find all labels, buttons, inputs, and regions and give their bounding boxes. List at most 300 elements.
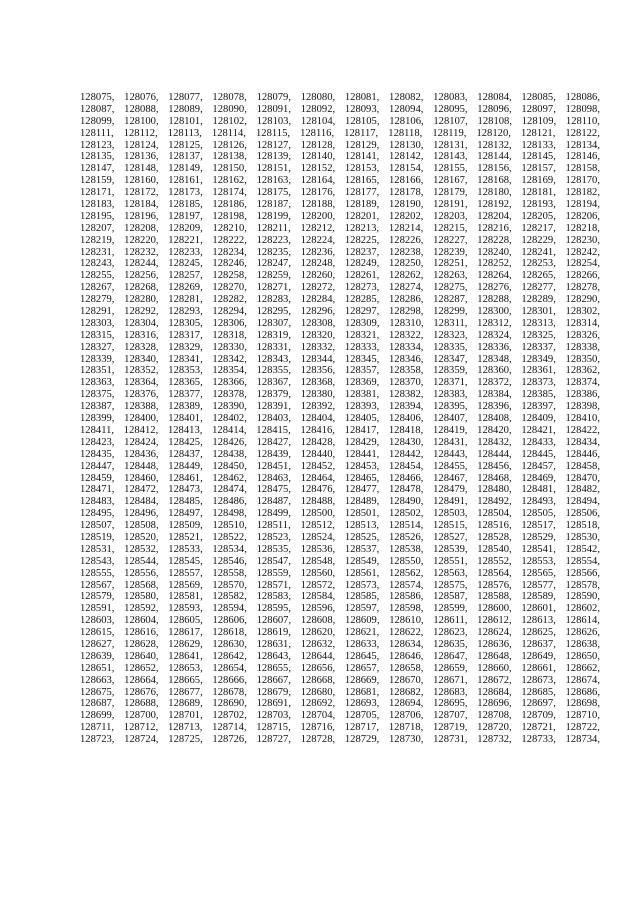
number-entry: 128615, [80, 627, 115, 639]
number-entry: 128492, [477, 496, 512, 508]
number-entry: 128321, [344, 329, 380, 341]
number-entry: 128226, [388, 234, 424, 246]
number-entry: 128722, [565, 722, 600, 734]
number-entry: 128616, [124, 627, 159, 639]
number-entry: 128682, [388, 686, 424, 698]
number-entry: 128120, [476, 127, 511, 139]
number-entry: 128330, [212, 341, 247, 353]
number-entry: 128396, [477, 401, 512, 413]
number-entry: 128449, [168, 460, 203, 472]
number-line [80, 603, 600, 615]
number-entry: 128180, [477, 187, 512, 199]
number-entry: 128653, [168, 662, 203, 674]
number-entry: 128378, [212, 389, 247, 401]
number-line [80, 651, 600, 663]
number-entry: 128272, [300, 282, 336, 294]
number-entry: 128257, [168, 270, 203, 282]
number-entry: 128635, [433, 638, 468, 650]
number-entry: 128670, [388, 674, 424, 686]
number-entry: 128100, [124, 115, 159, 127]
number-entry: 128211, [256, 222, 291, 234]
number-entry: 128221, [168, 234, 203, 246]
number-entry: 128361, [521, 365, 556, 377]
number-entry: 128728, [300, 734, 336, 746]
number-entry: 128677, [168, 686, 203, 698]
number-entry: 128138, [212, 151, 247, 163]
number-entry: 128236, [300, 246, 336, 258]
number-entry: 128657, [344, 662, 380, 674]
number-entry: 128283, [256, 294, 291, 306]
number-entry: 128467, [433, 472, 468, 484]
number-entry: 128142, [388, 151, 424, 163]
number-entry: 128188, [300, 199, 336, 211]
number-entry: 128203, [433, 210, 468, 222]
number-line [80, 377, 600, 389]
number-entry: 128097, [521, 103, 556, 115]
number-entry: 128280, [124, 294, 159, 306]
number-entry: 128201, [344, 210, 380, 222]
number-entry: 128267, [80, 282, 115, 294]
number-entry: 128176, [300, 187, 336, 199]
number-entry: 128451, [256, 460, 291, 472]
number-entry: 128495, [80, 508, 115, 520]
number-entry: 128591, [80, 603, 115, 615]
number-entry: 128663, [80, 674, 115, 686]
number-entry: 128627, [80, 638, 115, 650]
number-entry: 128692, [300, 698, 336, 710]
number-entry: 128558, [212, 567, 247, 579]
number-entry: 128559, [256, 567, 291, 579]
number-entry: 128568, [124, 579, 159, 591]
number-entry: 128112, [123, 127, 158, 139]
number-entry: 128347, [433, 353, 468, 365]
number-entry: 128680, [300, 686, 336, 698]
number-entry: 128358, [388, 365, 424, 377]
number-entry: 128319, [256, 329, 291, 341]
number-entry: 128333, [344, 341, 380, 353]
number-entry: 128263, [433, 270, 468, 282]
number-entry: 128295, [256, 306, 291, 318]
number-entry: 128574, [388, 579, 424, 591]
number-entry: 128543, [80, 555, 115, 567]
number-entry: 128305, [168, 317, 203, 329]
number-entry: 128690, [212, 698, 247, 710]
number-entry: 128129, [344, 139, 380, 151]
number-entry: 128474, [212, 484, 247, 496]
number-entry: 128324, [477, 329, 512, 341]
number-line [80, 722, 600, 734]
number-entry: 128143, [433, 151, 468, 163]
number-entry: 128550, [388, 555, 424, 567]
number-line [80, 425, 600, 437]
number-entry: 128725, [168, 734, 203, 746]
number-entry: 128269, [168, 282, 203, 294]
number-entry: 128702, [212, 710, 247, 722]
number-entry: 128463, [256, 472, 291, 484]
number-entry: 128652, [124, 662, 159, 674]
number-entry: 128555, [80, 567, 115, 579]
number-entry: 128223, [256, 234, 291, 246]
number-entry: 128473, [168, 484, 203, 496]
number-entry: 128348, [477, 353, 512, 365]
number-entry: 128157, [521, 163, 556, 175]
number-entry: 128409, [521, 413, 556, 425]
number-entry: 128399, [80, 413, 115, 425]
number-entry: 128650, [565, 650, 600, 662]
number-entry: 128233, [168, 246, 203, 258]
number-entry: 128510, [212, 520, 247, 532]
number-entry: 128626, [565, 627, 600, 639]
number-entry: 128315, [80, 329, 115, 341]
number-entry: 128307, [256, 317, 292, 329]
number-entry: 128694, [388, 698, 424, 710]
number-entry: 128661, [521, 662, 556, 674]
number-entry: 128119, [432, 127, 467, 139]
number-entry: 128339, [80, 353, 115, 365]
number-entry: 128254, [565, 258, 600, 270]
number-entry: 128217, [521, 222, 556, 234]
number-entry: 128539, [433, 543, 468, 555]
number-line [80, 104, 600, 116]
number-line [80, 306, 600, 318]
number-entry: 128536, [300, 543, 336, 555]
number-entry: 128126, [212, 139, 247, 151]
number-entry: 128357, [344, 365, 380, 377]
number-entry: 128453, [344, 460, 380, 472]
number-entry: 128340, [124, 353, 159, 365]
number-line [80, 687, 600, 699]
number-entry: 128454, [388, 460, 424, 472]
number-entry: 128584, [300, 591, 336, 603]
number-entry: 128215, [432, 222, 468, 234]
number-entry: 128331, [256, 341, 291, 353]
number-entry: 128148, [124, 163, 159, 175]
number-entry: 128720, [477, 722, 512, 734]
number-line [80, 568, 600, 580]
number-line [80, 389, 600, 401]
number-line [80, 734, 600, 746]
number-entry: 128601, [521, 603, 556, 615]
number-entry: 128448, [124, 460, 159, 472]
number-entry: 128691, [256, 698, 291, 710]
number-entry: 128418, [388, 424, 424, 436]
number-entry: 128527, [433, 531, 468, 543]
number-entry: 128596, [300, 603, 336, 615]
number-entry: 128428, [300, 436, 336, 448]
number-entry: 128189, [344, 199, 380, 211]
number-entry: 128164, [300, 175, 336, 187]
number-entry: 128370, [388, 377, 424, 389]
number-entry: 128303, [80, 317, 115, 329]
number-entry: 128184, [124, 199, 159, 211]
number-entry: 128279, [80, 294, 115, 306]
number-entry: 128710, [565, 710, 600, 722]
number-entry: 128285, [344, 294, 380, 306]
number-entry: 128081, [344, 92, 380, 103]
number-entry: 128089, [168, 103, 203, 115]
number-entry: 128646, [388, 650, 424, 662]
number-entry: 128500, [300, 508, 336, 520]
number-line [80, 484, 600, 496]
number-entry: 128429, [344, 436, 380, 448]
number-entry: 128169, [521, 175, 556, 187]
number-entry: 128249, [344, 258, 380, 270]
number-entry: 128439, [256, 448, 291, 460]
number-entry: 128609, [345, 615, 380, 627]
number-entry: 128515, [432, 520, 468, 532]
number-entry: 128213, [344, 222, 380, 234]
number-entry: 128437, [168, 448, 203, 460]
number-entry: 128525, [344, 531, 380, 543]
number-entry: 128216, [477, 222, 512, 234]
number-line [80, 187, 600, 199]
number-entry: 128135, [80, 151, 115, 163]
number-entry: 128700, [124, 710, 159, 722]
number-entry: 128382, [388, 389, 424, 401]
number-line [80, 354, 600, 366]
number-entry: 128573, [344, 579, 380, 591]
number-entry: 128234, [212, 246, 247, 258]
number-entry: 128440, [300, 448, 336, 460]
number-entry: 128645, [344, 650, 380, 662]
number-entry: 128313, [521, 317, 556, 329]
number-entry: 128513, [344, 520, 380, 532]
number-entry: 128490, [388, 496, 424, 508]
number-entry: 128503, [433, 508, 468, 520]
number-entry: 128329, [168, 341, 203, 353]
number-entry: 128551, [433, 555, 468, 567]
number-entry: 128115, [255, 127, 291, 139]
number-entry: 128298, [388, 306, 424, 318]
number-entry: 128371, [433, 377, 468, 389]
number-entry: 128564, [477, 567, 512, 579]
number-entry: 128252, [477, 258, 512, 270]
number-entry: 128481, [521, 484, 556, 496]
number-entry: 128116, [300, 127, 335, 139]
number-entry: 128644, [300, 650, 336, 662]
number-entry: 128554, [565, 555, 600, 567]
number-entry: 128435, [80, 448, 115, 460]
number-entry: 128519, [80, 531, 115, 543]
number-line [80, 615, 600, 627]
number-entry: 128594, [212, 603, 247, 615]
number-entry: 128391, [256, 401, 291, 413]
number-entry: 128729, [344, 734, 380, 746]
number-entry: 128633, [344, 638, 380, 650]
number-entry: 128548, [300, 555, 336, 567]
number-entry: 128392, [300, 401, 336, 413]
number-entry: 128577, [521, 579, 556, 591]
number-line [80, 473, 600, 485]
number-entry: 128152, [300, 163, 336, 175]
number-entry: 128360, [477, 365, 512, 377]
number-entry: 128460, [124, 472, 159, 484]
number-entry: 128413, [167, 424, 203, 436]
number-entry: 128603, [80, 615, 115, 627]
number-entry: 128471, [80, 484, 115, 496]
number-entry: 128493, [521, 496, 556, 508]
number-entry: 128598, [388, 603, 424, 615]
number-entry: 128328, [124, 341, 159, 353]
number-entry: 128434, [565, 436, 600, 448]
number-entry: 128337, [521, 341, 556, 353]
number-entry: 128397, [521, 401, 556, 413]
number-entry: 128168, [477, 175, 512, 187]
number-entry: 128727, [256, 734, 291, 746]
number-entry: 128723, [80, 734, 115, 746]
number-entry: 128532, [124, 543, 159, 555]
number-entry: 128309, [345, 317, 380, 329]
number-entry: 128085, [521, 92, 556, 103]
number-entry: 128364, [124, 377, 159, 389]
number-entry: 128464, [300, 472, 336, 484]
number-entry: 128208, [124, 222, 159, 234]
number-entry: 128442, [388, 448, 424, 460]
number-entry: 128432, [477, 436, 512, 448]
number-entry: 128496, [124, 508, 159, 520]
number-entry: 128576, [477, 579, 512, 591]
number-entry: 128154, [388, 163, 424, 175]
number-entry: 128606, [212, 615, 247, 627]
number-entry: 128488, [300, 496, 336, 508]
number-line [80, 235, 600, 247]
number-entry: 128099, [80, 115, 115, 127]
number-entry: 128560, [300, 567, 336, 579]
number-entry: 128431, [433, 436, 468, 448]
number-entry: 128166, [388, 175, 424, 187]
number-entry: 128230, [565, 234, 600, 246]
number-entry: 128716, [300, 722, 335, 734]
number-entry: 128136, [124, 151, 159, 163]
number-entry: 128289, [521, 294, 556, 306]
number-entry: 128672, [477, 674, 512, 686]
number-entry: 128385, [521, 389, 556, 401]
number-entry: 128618, [212, 627, 247, 639]
number-entry: 128171, [80, 187, 115, 199]
number-entry: 128232, [124, 246, 159, 258]
number-entry: 128667, [256, 674, 291, 686]
number-entry: 128265, [521, 270, 556, 282]
number-entry: 128302, [565, 306, 600, 318]
number-entry: 128542, [565, 543, 600, 555]
number-entry: 128228, [477, 234, 512, 246]
number-entry: 128258, [212, 270, 247, 282]
number-entry: 128524, [300, 531, 336, 543]
number-entry: 128452, [300, 460, 336, 472]
number-entry: 128707, [433, 710, 468, 722]
number-entry: 128683, [433, 686, 468, 698]
number-entry: 128563, [433, 567, 468, 579]
number-entry: 128612, [477, 615, 512, 627]
number-entry: 128078, [212, 92, 247, 103]
number-entry: 128113, [167, 127, 202, 139]
number-entry: 128665, [168, 674, 203, 686]
number-entry: 128394, [388, 401, 424, 413]
number-entry: 128077, [168, 92, 203, 103]
number-entry: 128407, [433, 413, 468, 425]
number-entry: 128106, [389, 115, 424, 127]
number-entry: 128629, [168, 638, 203, 650]
number-entry: 128410, [565, 413, 600, 425]
number-entry: 128241, [521, 246, 556, 258]
number-entry: 128114, [211, 127, 246, 139]
number-entry: 128381, [344, 389, 380, 401]
number-entry: 128526, [388, 531, 424, 543]
number-entry: 128405, [344, 413, 380, 425]
number-entry: 128335, [433, 341, 468, 353]
number-entry: 128227, [433, 234, 468, 246]
number-entry: 128487, [256, 496, 291, 508]
number-entry: 128376, [124, 389, 159, 401]
number-entry: 128326, [565, 329, 600, 341]
number-entry: 128458, [565, 460, 600, 472]
number-line [80, 532, 600, 544]
number-entry: 128582, [212, 591, 247, 603]
number-entry: 128444, [477, 448, 512, 460]
number-entry: 128491, [433, 496, 468, 508]
number-entry: 128365, [168, 377, 203, 389]
number-entry: 128545, [168, 555, 203, 567]
number-entry: 128366, [212, 377, 247, 389]
number-entry: 128701, [168, 710, 203, 722]
number-entry: 128621, [344, 627, 380, 639]
number-line [80, 449, 600, 461]
number-entry: 128151, [256, 163, 291, 175]
number-entry: 128349, [521, 353, 556, 365]
number-entry: 128521, [168, 531, 203, 543]
number-entry: 128408, [477, 413, 512, 425]
number-entry: 128191, [433, 199, 468, 211]
number-entry: 128294, [212, 306, 247, 318]
number-entry: 128664, [124, 674, 159, 686]
number-entry: 128673, [521, 674, 556, 686]
number-entry: 128436, [124, 448, 159, 460]
number-entry: 128662, [565, 662, 600, 674]
number-entry: 128712, [123, 722, 159, 734]
number-entry: 128686, [565, 686, 600, 698]
number-entry: 128470, [565, 472, 600, 484]
number-entry: 128247, [256, 258, 291, 270]
number-entry: 128264, [477, 270, 512, 282]
number-entry: 128278, [565, 282, 600, 294]
number-entry: 128206, [565, 210, 600, 222]
number-entry: 128262, [388, 270, 424, 282]
number-entry: 128553, [521, 555, 556, 567]
number-entry: 128512, [300, 520, 335, 532]
number-entry: 128290, [565, 294, 600, 306]
number-entry: 128544, [124, 555, 159, 567]
number-entry: 128318, [212, 329, 247, 341]
number-entry: 128529, [521, 531, 556, 543]
number-entry: 128076, [124, 92, 159, 103]
number-entry: 128193, [521, 199, 556, 211]
number-entry: 128419, [432, 424, 468, 436]
number-entry: 128658, [388, 662, 424, 674]
number-entry: 128530, [565, 531, 600, 543]
number-entry: 128734, [565, 734, 600, 746]
number-entry: 128585, [344, 591, 380, 603]
number-entry: 128639, [80, 650, 115, 662]
number-entry: 128276, [477, 282, 512, 294]
number-entry: 128709, [521, 710, 556, 722]
number-entry: 128274, [388, 282, 424, 294]
number-entry: 128284, [300, 294, 336, 306]
number-entry: 128306, [212, 317, 247, 329]
number-entry: 128534, [212, 543, 247, 555]
number-entry: 128105, [345, 115, 380, 127]
number-entry: 128107, [433, 115, 468, 127]
number-entry: 128400, [124, 413, 159, 425]
